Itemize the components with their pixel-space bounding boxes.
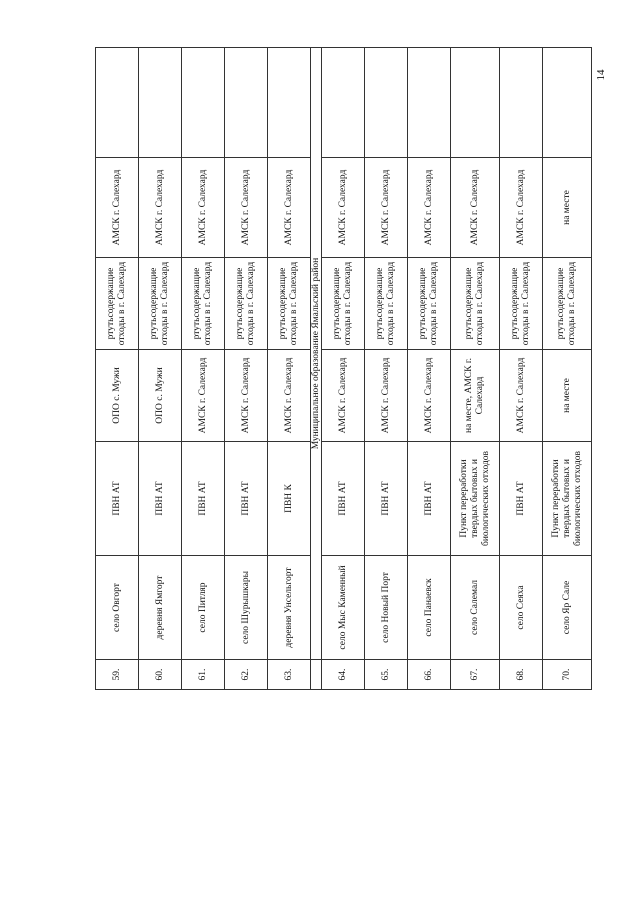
location-cell: АМСК г. Салехард xyxy=(408,350,451,442)
settlement-cell: село Панаевск xyxy=(408,556,451,660)
destination-cell: на месте xyxy=(543,158,592,258)
row-number: 60. xyxy=(139,660,182,690)
location-cell: на месте xyxy=(543,350,592,442)
destination-cell: АМСК г. Салехард xyxy=(139,158,182,258)
row-number: 62. xyxy=(225,660,268,690)
waste-cell: ртутьсодержащие отходы в г. Салехард xyxy=(182,258,225,350)
waste-cell: ртутьсодержащие отходы в г. Салехард xyxy=(543,258,592,350)
settlement-cell: село Новый Порт xyxy=(365,556,408,660)
destination-cell: АМСК г. Салехард xyxy=(365,158,408,258)
page-number: 14 xyxy=(595,69,607,81)
empty-cell xyxy=(225,48,268,158)
row-number: 66. xyxy=(408,660,451,690)
facility-cell: ПВН АТ xyxy=(365,442,408,556)
table-row xyxy=(500,48,543,690)
location-cell: ОПО с. Мужи xyxy=(96,350,139,442)
facility-cell: ПВН АТ xyxy=(408,442,451,556)
section-header-group xyxy=(311,48,322,690)
location-cell: АМСК г. Салехард xyxy=(268,350,311,442)
table-row xyxy=(182,48,225,690)
waste-cell: ртутьсодержащие отходы в г. Салехард xyxy=(139,258,182,350)
facility-cell: ПВН АТ xyxy=(322,442,365,556)
row-number: 63. xyxy=(268,660,311,690)
row-number: 64. xyxy=(322,660,365,690)
destination-cell: АМСК г. Салехард xyxy=(500,158,543,258)
destination-cell: АМСК г. Салехард xyxy=(268,158,311,258)
row-number: 65. xyxy=(365,660,408,690)
waste-cell: ртутьсодержащие отходы в г. Салехард xyxy=(500,258,543,350)
settlement-cell: село Яр Сале xyxy=(543,556,592,660)
row-number: 61. xyxy=(182,660,225,690)
empty-cell xyxy=(322,48,365,158)
empty-cell xyxy=(182,48,225,158)
empty-cell xyxy=(96,48,139,158)
settlement-cell: село Питляр xyxy=(182,556,225,660)
row-number: 70. xyxy=(543,660,592,690)
facility-cell: ПВН АТ xyxy=(500,442,543,556)
location-cell: АМСК г. Салехард xyxy=(365,350,408,442)
waste-cell: ртутьсодержащие отходы в г. Салехард xyxy=(96,258,139,350)
location-cell: АМСК г. Салехард xyxy=(322,350,365,442)
row-number: 67. xyxy=(451,660,500,690)
destination-cell: АМСК г. Салехард xyxy=(322,158,365,258)
empty-cell xyxy=(500,48,543,158)
facility-cell: ПВН АТ xyxy=(139,442,182,556)
row-number: 68. xyxy=(500,660,543,690)
location-cell: ОПО с. Мужи xyxy=(139,350,182,442)
location-cell: на месте, АМСК г. Салехард xyxy=(451,350,500,442)
facility-cell: ПВН К xyxy=(268,442,311,556)
settlement-cell: деревня Унсельгорт xyxy=(268,556,311,660)
section-title: Муниципальное образование Ямальский район xyxy=(311,48,322,660)
destination-cell: АМСК г. Салехард xyxy=(182,158,225,258)
facility-cell: Пункт переработки твердых бытовых и биологических отходов xyxy=(543,442,592,556)
location-cell: АМСК г. Салехард xyxy=(500,350,543,442)
table-row xyxy=(365,48,408,690)
table-body-bottom xyxy=(322,48,592,690)
empty-cell xyxy=(543,48,592,158)
settlement-cell: село Салемал xyxy=(451,556,500,660)
facility-cell: ПВН АТ xyxy=(182,442,225,556)
waste-cell: ртутьсодержащие отходы в г. Салехард xyxy=(451,258,500,350)
table-row xyxy=(408,48,451,690)
location-cell: АМСК г. Салехард xyxy=(182,350,225,442)
table-row xyxy=(139,48,182,690)
table-row xyxy=(268,48,311,690)
waste-cell: ртутьсодержащие отходы в г. Салехард xyxy=(268,258,311,350)
table-body-top xyxy=(96,48,311,690)
empty-cell xyxy=(139,48,182,158)
table-row xyxy=(225,48,268,690)
waste-cell: ртутьсодержащие отходы в г. Салехард xyxy=(225,258,268,350)
destination-cell: АМСК г. Салехард xyxy=(408,158,451,258)
waste-cell: ртутьсодержащие отходы в г. Салехард xyxy=(408,258,451,350)
location-cell: АМСК г. Салехард xyxy=(225,350,268,442)
empty-cell xyxy=(365,48,408,158)
waste-cell: ртутьсодержащие отходы в г. Салехард xyxy=(365,258,408,350)
waste-table xyxy=(95,47,592,690)
table-row xyxy=(96,48,139,690)
empty-cell xyxy=(268,48,311,158)
facility-cell: Пункт переработки твердых бытовых и биологических отходов xyxy=(451,442,500,556)
empty-cell xyxy=(451,48,500,158)
settlement-cell: село Сеяха xyxy=(500,556,543,660)
settlement-cell: село Овгорт xyxy=(96,556,139,660)
waste-cell: ртутьсодержащие отходы в г. Салехард xyxy=(322,258,365,350)
facility-cell: ПВН АТ xyxy=(96,442,139,556)
destination-cell: АМСК г. Салехард xyxy=(96,158,139,258)
settlement-cell: село Мыс Каменный xyxy=(322,556,365,660)
destination-cell: АМСК г. Салехард xyxy=(451,158,500,258)
empty-cell xyxy=(408,48,451,158)
settlement-cell: село Шурышкары xyxy=(225,556,268,660)
section-row xyxy=(311,48,322,690)
destination-cell: АМСК г. Салехард xyxy=(225,158,268,258)
facility-cell: ПВН АТ xyxy=(225,442,268,556)
settlement-cell: деревня Ямгорт xyxy=(139,556,182,660)
table-row xyxy=(543,48,592,690)
rotated-table-container xyxy=(95,48,583,690)
row-number: 59. xyxy=(96,660,139,690)
table-row xyxy=(451,48,500,690)
table-row xyxy=(322,48,365,690)
